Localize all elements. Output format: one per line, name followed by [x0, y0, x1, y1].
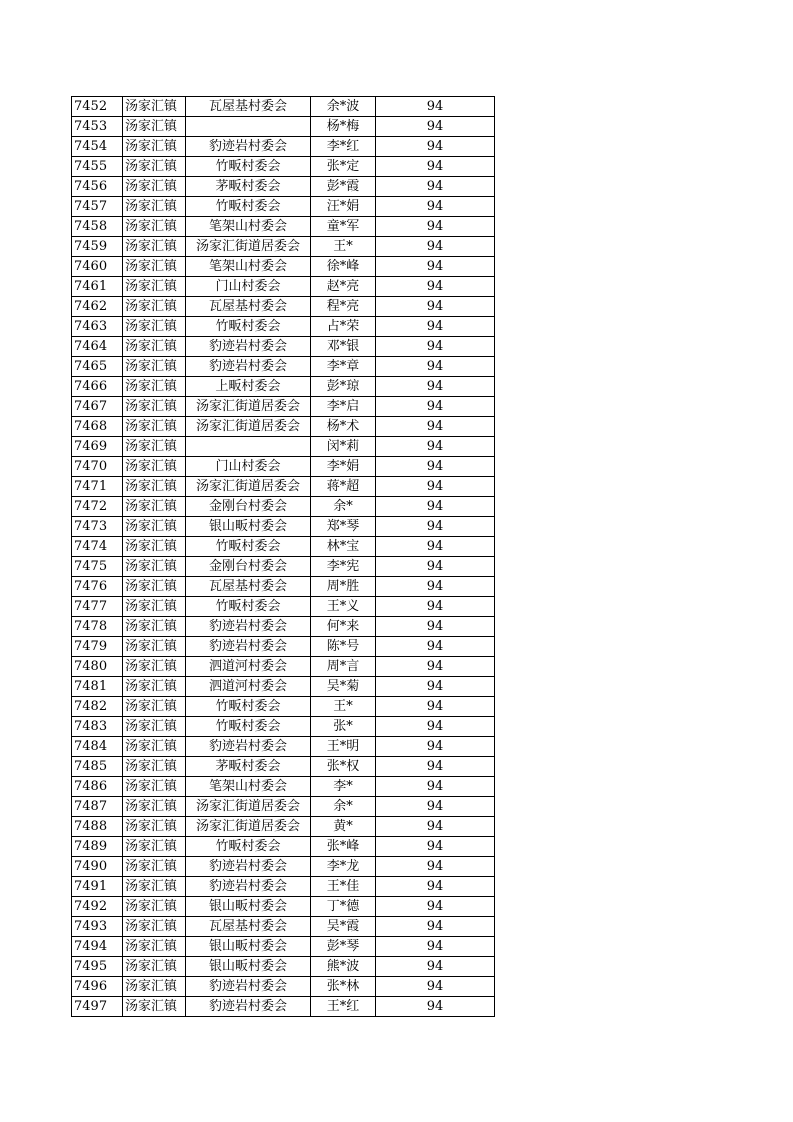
table-row	[72, 977, 495, 997]
village-committee-cell: 豹迹岩村委会	[186, 337, 311, 357]
score-cell: 94	[376, 377, 495, 397]
town-cell: 汤家汇镇	[123, 157, 186, 177]
town-cell: 汤家汇镇	[123, 477, 186, 497]
record-number-cell: 7488	[72, 817, 123, 837]
score-cell: 94	[376, 277, 495, 297]
person-name-cell: 黄*	[311, 817, 376, 837]
record-number-cell: 7457	[72, 197, 123, 217]
record-number-cell: 7496	[72, 977, 123, 997]
record-number-cell: 7471	[72, 477, 123, 497]
score-cell: 94	[376, 197, 495, 217]
table-row	[72, 757, 495, 777]
town-cell: 汤家汇镇	[123, 977, 186, 997]
table-row	[72, 717, 495, 737]
village-committee-cell: 茅畈村委会	[186, 757, 311, 777]
score-cell: 94	[376, 637, 495, 657]
village-committee-cell: 茅畈村委会	[186, 177, 311, 197]
table-row	[72, 117, 495, 137]
person-name-cell: 邓*银	[311, 337, 376, 357]
village-committee-cell: 豹迹岩村委会	[186, 637, 311, 657]
village-committee-cell: 豹迹岩村委会	[186, 737, 311, 757]
score-cell: 94	[376, 617, 495, 637]
table-row	[72, 257, 495, 277]
table-row	[72, 577, 495, 597]
score-cell: 94	[376, 997, 495, 1017]
village-committee-cell: 豹迹岩村委会	[186, 357, 311, 377]
village-committee-cell: 竹畈村委会	[186, 597, 311, 617]
score-cell: 94	[376, 837, 495, 857]
record-number-cell: 7494	[72, 937, 123, 957]
table-row	[72, 697, 495, 717]
person-name-cell: 蒋*超	[311, 477, 376, 497]
town-cell: 汤家汇镇	[123, 437, 186, 457]
town-cell: 汤家汇镇	[123, 577, 186, 597]
person-name-cell: 王*红	[311, 997, 376, 1017]
person-name-cell: 王*明	[311, 737, 376, 757]
score-cell: 94	[376, 917, 495, 937]
table-row	[72, 677, 495, 697]
score-cell: 94	[376, 537, 495, 557]
record-number-cell: 7466	[72, 377, 123, 397]
score-cell: 94	[376, 717, 495, 737]
score-cell: 94	[376, 757, 495, 777]
table-row	[72, 597, 495, 617]
table-row	[72, 317, 495, 337]
village-committee-cell: 豹迹岩村委会	[186, 137, 311, 157]
record-number-cell: 7460	[72, 257, 123, 277]
score-cell: 94	[376, 817, 495, 837]
table-row	[72, 917, 495, 937]
record-number-cell: 7480	[72, 657, 123, 677]
record-number-cell: 7479	[72, 637, 123, 657]
record-number-cell: 7455	[72, 157, 123, 177]
town-cell: 汤家汇镇	[123, 657, 186, 677]
person-name-cell: 李*章	[311, 357, 376, 377]
town-cell: 汤家汇镇	[123, 137, 186, 157]
town-cell: 汤家汇镇	[123, 957, 186, 977]
record-number-cell: 7452	[72, 97, 123, 117]
score-cell: 94	[376, 977, 495, 997]
person-name-cell: 郑*琴	[311, 517, 376, 537]
person-name-cell: 余*波	[311, 97, 376, 117]
person-name-cell: 杨*梅	[311, 117, 376, 137]
score-cell: 94	[376, 777, 495, 797]
village-committee-cell: 汤家汇街道居委会	[186, 797, 311, 817]
town-cell: 汤家汇镇	[123, 557, 186, 577]
score-cell: 94	[376, 957, 495, 977]
person-name-cell: 彭*琴	[311, 937, 376, 957]
town-cell: 汤家汇镇	[123, 797, 186, 817]
village-committee-cell: 汤家汇街道居委会	[186, 397, 311, 417]
score-cell: 94	[376, 337, 495, 357]
table-row	[72, 277, 495, 297]
person-name-cell: 丁*德	[311, 897, 376, 917]
record-number-cell: 7465	[72, 357, 123, 377]
village-committee-cell: 金刚台村委会	[186, 557, 311, 577]
table-row	[72, 497, 495, 517]
person-name-cell: 周*言	[311, 657, 376, 677]
person-name-cell: 熊*波	[311, 957, 376, 977]
town-cell: 汤家汇镇	[123, 717, 186, 737]
table-row	[72, 997, 495, 1017]
village-committee-cell: 汤家汇街道居委会	[186, 237, 311, 257]
person-name-cell: 张*	[311, 717, 376, 737]
village-committee-cell: 笔架山村委会	[186, 217, 311, 237]
town-cell: 汤家汇镇	[123, 237, 186, 257]
score-cell: 94	[376, 217, 495, 237]
person-name-cell: 汪*娟	[311, 197, 376, 217]
village-committee-cell: 汤家汇街道居委会	[186, 477, 311, 497]
town-cell: 汤家汇镇	[123, 97, 186, 117]
table-row	[72, 557, 495, 577]
table-row	[72, 477, 495, 497]
record-number-cell: 7491	[72, 877, 123, 897]
table-row	[72, 217, 495, 237]
score-cell: 94	[376, 797, 495, 817]
table-row	[72, 637, 495, 657]
record-number-cell: 7483	[72, 717, 123, 737]
score-cell: 94	[376, 477, 495, 497]
table-row	[72, 957, 495, 977]
table-row	[72, 377, 495, 397]
town-cell: 汤家汇镇	[123, 417, 186, 437]
record-number-cell: 7495	[72, 957, 123, 977]
score-cell: 94	[376, 117, 495, 137]
town-cell: 汤家汇镇	[123, 357, 186, 377]
village-committee-cell: 银山畈村委会	[186, 957, 311, 977]
town-cell: 汤家汇镇	[123, 117, 186, 137]
table-row	[72, 777, 495, 797]
village-committee-cell: 瓦屋基村委会	[186, 917, 311, 937]
table-row	[72, 157, 495, 177]
record-number-cell: 7478	[72, 617, 123, 637]
score-cell: 94	[376, 417, 495, 437]
village-committee-cell	[186, 117, 311, 137]
record-number-cell: 7487	[72, 797, 123, 817]
record-number-cell: 7482	[72, 697, 123, 717]
town-cell: 汤家汇镇	[123, 917, 186, 937]
person-name-cell: 李*红	[311, 137, 376, 157]
record-number-cell: 7456	[72, 177, 123, 197]
town-cell: 汤家汇镇	[123, 377, 186, 397]
village-committee-cell: 泗道河村委会	[186, 677, 311, 697]
record-number-cell: 7464	[72, 337, 123, 357]
person-name-cell: 吴*霞	[311, 917, 376, 937]
person-name-cell: 余*	[311, 497, 376, 517]
table-row	[72, 197, 495, 217]
village-committee-cell	[186, 437, 311, 457]
person-name-cell: 徐*峰	[311, 257, 376, 277]
town-cell: 汤家汇镇	[123, 597, 186, 617]
table-row	[72, 457, 495, 477]
table-row	[72, 297, 495, 317]
village-committee-cell: 银山畈村委会	[186, 897, 311, 917]
record-number-cell: 7474	[72, 537, 123, 557]
record-number-cell: 7470	[72, 457, 123, 477]
table-row	[72, 897, 495, 917]
records-table	[71, 96, 495, 1017]
person-name-cell: 李*启	[311, 397, 376, 417]
village-committee-cell: 竹畈村委会	[186, 837, 311, 857]
record-number-cell: 7469	[72, 437, 123, 457]
person-name-cell: 陈*号	[311, 637, 376, 657]
town-cell: 汤家汇镇	[123, 997, 186, 1017]
score-cell: 94	[376, 317, 495, 337]
table-row	[72, 877, 495, 897]
town-cell: 汤家汇镇	[123, 537, 186, 557]
village-committee-cell: 瓦屋基村委会	[186, 97, 311, 117]
person-name-cell: 李*龙	[311, 857, 376, 877]
table-row	[72, 537, 495, 557]
village-committee-cell: 上畈村委会	[186, 377, 311, 397]
score-cell: 94	[376, 857, 495, 877]
village-committee-cell: 汤家汇街道居委会	[186, 417, 311, 437]
table-row	[72, 937, 495, 957]
person-name-cell: 余*	[311, 797, 376, 817]
village-committee-cell: 银山畈村委会	[186, 517, 311, 537]
village-committee-cell: 豹迹岩村委会	[186, 857, 311, 877]
score-cell: 94	[376, 897, 495, 917]
person-name-cell: 张*权	[311, 757, 376, 777]
score-cell: 94	[376, 297, 495, 317]
record-number-cell: 7484	[72, 737, 123, 757]
person-name-cell: 王*义	[311, 597, 376, 617]
village-committee-cell: 豹迹岩村委会	[186, 977, 311, 997]
town-cell: 汤家汇镇	[123, 897, 186, 917]
person-name-cell: 李*宪	[311, 557, 376, 577]
town-cell: 汤家汇镇	[123, 197, 186, 217]
score-cell: 94	[376, 737, 495, 757]
village-committee-cell: 豹迹岩村委会	[186, 617, 311, 637]
town-cell: 汤家汇镇	[123, 337, 186, 357]
record-number-cell: 7493	[72, 917, 123, 937]
person-name-cell: 杨*术	[311, 417, 376, 437]
table-row	[72, 417, 495, 437]
record-number-cell: 7467	[72, 397, 123, 417]
record-number-cell: 7489	[72, 837, 123, 857]
record-number-cell: 7497	[72, 997, 123, 1017]
town-cell: 汤家汇镇	[123, 617, 186, 637]
score-cell: 94	[376, 497, 495, 517]
score-cell: 94	[376, 437, 495, 457]
record-number-cell: 7454	[72, 137, 123, 157]
village-committee-cell: 豹迹岩村委会	[186, 877, 311, 897]
record-number-cell: 7475	[72, 557, 123, 577]
person-name-cell: 彭*霞	[311, 177, 376, 197]
score-cell: 94	[376, 597, 495, 617]
village-committee-cell: 银山畈村委会	[186, 937, 311, 957]
person-name-cell: 占*荣	[311, 317, 376, 337]
village-committee-cell: 瓦屋基村委会	[186, 297, 311, 317]
town-cell: 汤家汇镇	[123, 757, 186, 777]
village-committee-cell: 竹畈村委会	[186, 197, 311, 217]
score-cell: 94	[376, 257, 495, 277]
table-row	[72, 337, 495, 357]
score-cell: 94	[376, 137, 495, 157]
table-row	[72, 237, 495, 257]
record-number-cell: 7459	[72, 237, 123, 257]
record-number-cell: 7490	[72, 857, 123, 877]
record-number-cell: 7462	[72, 297, 123, 317]
score-cell: 94	[376, 157, 495, 177]
village-committee-cell: 瓦屋基村委会	[186, 577, 311, 597]
record-number-cell: 7486	[72, 777, 123, 797]
person-name-cell: 张*林	[311, 977, 376, 997]
score-cell: 94	[376, 457, 495, 477]
person-name-cell: 张*峰	[311, 837, 376, 857]
village-committee-cell: 汤家汇街道居委会	[186, 817, 311, 837]
town-cell: 汤家汇镇	[123, 217, 186, 237]
town-cell: 汤家汇镇	[123, 837, 186, 857]
record-number-cell: 7481	[72, 677, 123, 697]
person-name-cell: 王*	[311, 237, 376, 257]
table-row	[72, 357, 495, 377]
person-name-cell: 李*娟	[311, 457, 376, 477]
person-name-cell: 何*来	[311, 617, 376, 637]
table-row	[72, 397, 495, 417]
town-cell: 汤家汇镇	[123, 737, 186, 757]
record-number-cell: 7472	[72, 497, 123, 517]
table-row	[72, 137, 495, 157]
town-cell: 汤家汇镇	[123, 177, 186, 197]
record-number-cell: 7463	[72, 317, 123, 337]
town-cell: 汤家汇镇	[123, 857, 186, 877]
person-name-cell: 王*佳	[311, 877, 376, 897]
person-name-cell: 程*亮	[311, 297, 376, 317]
score-cell: 94	[376, 97, 495, 117]
town-cell: 汤家汇镇	[123, 817, 186, 837]
score-cell: 94	[376, 557, 495, 577]
table-row	[72, 437, 495, 457]
score-cell: 94	[376, 937, 495, 957]
score-cell: 94	[376, 677, 495, 697]
score-cell: 94	[376, 237, 495, 257]
record-number-cell: 7473	[72, 517, 123, 537]
score-cell: 94	[376, 697, 495, 717]
town-cell: 汤家汇镇	[123, 457, 186, 477]
table-row	[72, 737, 495, 757]
person-name-cell: 王*	[311, 697, 376, 717]
person-name-cell: 彭*琼	[311, 377, 376, 397]
village-committee-cell: 门山村委会	[186, 277, 311, 297]
person-name-cell: 李*	[311, 777, 376, 797]
town-cell: 汤家汇镇	[123, 877, 186, 897]
table-row	[72, 857, 495, 877]
village-committee-cell: 豹迹岩村委会	[186, 997, 311, 1017]
score-cell: 94	[376, 657, 495, 677]
record-number-cell: 7468	[72, 417, 123, 437]
score-cell: 94	[376, 177, 495, 197]
town-cell: 汤家汇镇	[123, 777, 186, 797]
village-committee-cell: 金刚台村委会	[186, 497, 311, 517]
record-number-cell: 7461	[72, 277, 123, 297]
table-row	[72, 617, 495, 637]
village-committee-cell: 竹畈村委会	[186, 537, 311, 557]
record-number-cell: 7476	[72, 577, 123, 597]
record-number-cell: 7453	[72, 117, 123, 137]
town-cell: 汤家汇镇	[123, 637, 186, 657]
town-cell: 汤家汇镇	[123, 497, 186, 517]
town-cell: 汤家汇镇	[123, 677, 186, 697]
village-committee-cell: 笔架山村委会	[186, 777, 311, 797]
town-cell: 汤家汇镇	[123, 397, 186, 417]
table-row	[72, 517, 495, 537]
village-committee-cell: 竹畈村委会	[186, 157, 311, 177]
record-number-cell: 7492	[72, 897, 123, 917]
score-cell: 94	[376, 357, 495, 377]
record-number-cell: 7485	[72, 757, 123, 777]
table-row	[72, 797, 495, 817]
town-cell: 汤家汇镇	[123, 317, 186, 337]
village-committee-cell: 笔架山村委会	[186, 257, 311, 277]
table-row	[72, 657, 495, 677]
town-cell: 汤家汇镇	[123, 297, 186, 317]
person-name-cell: 林*宝	[311, 537, 376, 557]
town-cell: 汤家汇镇	[123, 277, 186, 297]
person-name-cell: 周*胜	[311, 577, 376, 597]
person-name-cell: 赵*亮	[311, 277, 376, 297]
village-committee-cell: 竹畈村委会	[186, 697, 311, 717]
score-cell: 94	[376, 577, 495, 597]
town-cell: 汤家汇镇	[123, 257, 186, 277]
score-cell: 94	[376, 397, 495, 417]
table-row	[72, 97, 495, 117]
records-body	[72, 97, 495, 1017]
village-committee-cell: 门山村委会	[186, 457, 311, 477]
town-cell: 汤家汇镇	[123, 937, 186, 957]
town-cell: 汤家汇镇	[123, 517, 186, 537]
person-name-cell: 吴*菊	[311, 677, 376, 697]
score-cell: 94	[376, 517, 495, 537]
person-name-cell: 张*定	[311, 157, 376, 177]
score-cell: 94	[376, 877, 495, 897]
person-name-cell: 闵*莉	[311, 437, 376, 457]
person-name-cell: 童*军	[311, 217, 376, 237]
table-row	[72, 817, 495, 837]
village-committee-cell: 泗道河村委会	[186, 657, 311, 677]
table-row	[72, 837, 495, 857]
village-committee-cell: 竹畈村委会	[186, 717, 311, 737]
town-cell: 汤家汇镇	[123, 697, 186, 717]
record-number-cell: 7477	[72, 597, 123, 617]
village-committee-cell: 竹畈村委会	[186, 317, 311, 337]
record-number-cell: 7458	[72, 217, 123, 237]
table-row	[72, 177, 495, 197]
